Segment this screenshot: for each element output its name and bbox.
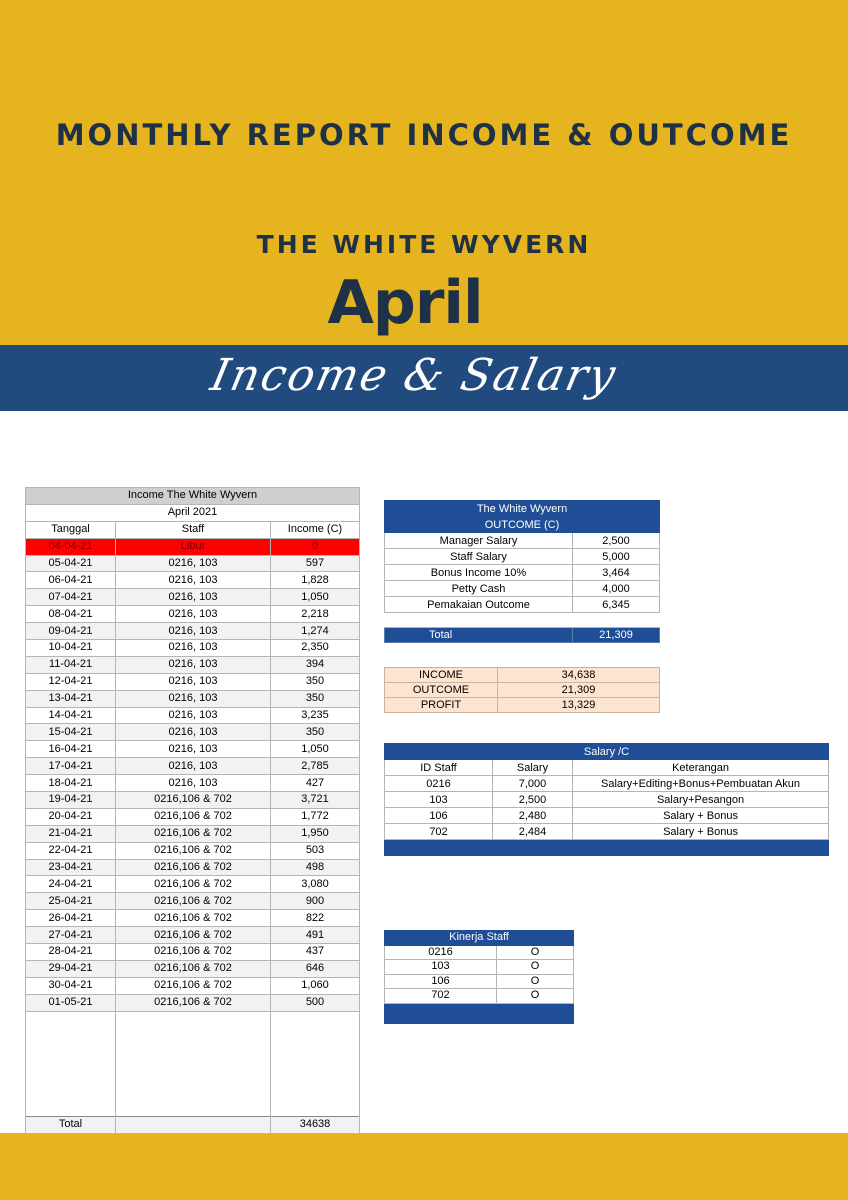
table-row (26, 960, 360, 977)
income-cell: 427 (271, 775, 360, 792)
table-row (26, 656, 360, 673)
keterangan-cell: Salary+Pesangon (573, 792, 829, 808)
total-value: 21,309 (573, 628, 660, 643)
staff-cell: 0216,106 & 702 (116, 977, 271, 994)
staff-cell: 0216,106 & 702 (116, 893, 271, 910)
outcome-label: Bonus Income 10% (385, 565, 573, 581)
blank-row (385, 613, 660, 628)
staff-id-cell: 702 (385, 989, 497, 1004)
salary-cell: 2,480 (493, 808, 573, 824)
table-row (385, 824, 829, 840)
income-cell: 3,235 (271, 707, 360, 724)
staff-id-cell: 702 (385, 824, 493, 840)
staff-cell: 0216, 103 (116, 656, 271, 673)
table-row (26, 859, 360, 876)
keterangan-cell: Salary+Editing+Bonus+Pembuatan Akun (573, 776, 829, 792)
table-row (26, 910, 360, 927)
income-table (25, 487, 360, 1134)
staff-cell: 0216,106 & 702 (116, 808, 271, 825)
date-cell: 27-04-21 (26, 927, 116, 944)
performance-mark: O (497, 989, 574, 1004)
empty-cell (116, 1116, 271, 1133)
date-cell: 11-04-21 (26, 656, 116, 673)
table-row (385, 945, 574, 960)
salary-cell: 2,500 (493, 792, 573, 808)
summary-label: OUTCOME (385, 683, 498, 698)
income-cell: 350 (271, 724, 360, 741)
empty-rows (26, 1011, 360, 1116)
income-cell: 500 (271, 994, 360, 1011)
total-row (385, 628, 660, 643)
column-header-date: Tanggal (26, 521, 116, 538)
salary-table-title: Salary /C (385, 744, 829, 760)
income-cell: 822 (271, 910, 360, 927)
table-row (26, 741, 360, 758)
income-cell: 3,080 (271, 876, 360, 893)
table-row (385, 549, 660, 565)
income-cell: 646 (271, 960, 360, 977)
outcome-value: 4,000 (573, 581, 660, 597)
summary-value: 13,329 (498, 698, 660, 713)
table-row (26, 724, 360, 741)
table-row (26, 977, 360, 994)
date-cell: 22-04-21 (26, 842, 116, 859)
staff-cell: 0216,106 & 702 (116, 910, 271, 927)
outcome-label: Pemakaian Outcome (385, 597, 573, 613)
kinerja-table-title: Kinerja Staff (385, 931, 574, 946)
total-row (26, 1116, 360, 1133)
outcome-value: 5,000 (573, 549, 660, 565)
table-row (26, 876, 360, 893)
table-row (385, 776, 829, 792)
footer-bar (385, 1003, 574, 1023)
staff-cell: 0216, 103 (116, 741, 271, 758)
date-cell: 05-04-21 (26, 555, 116, 572)
date-cell: 30-04-21 (26, 977, 116, 994)
income-cell: 1,274 (271, 623, 360, 640)
table-row (26, 673, 360, 690)
table-row (26, 589, 360, 606)
outcome-label: Petty Cash (385, 581, 573, 597)
total-value: 34638 (271, 1116, 360, 1133)
date-cell: 14-04-21 (26, 707, 116, 724)
staff-cell: 0216,106 & 702 (116, 792, 271, 809)
staff-cell: 0216, 103 (116, 606, 271, 623)
summary-table (384, 667, 660, 713)
column-header-income: Income (C) (271, 521, 360, 538)
table-row (26, 792, 360, 809)
staff-cell: 0216, 103 (116, 775, 271, 792)
salary-table (384, 743, 829, 856)
report-title: MONTHLY REPORT INCOME & OUTCOME (55, 118, 793, 152)
staff-cell: 0216,106 & 702 (116, 994, 271, 1011)
outcome-table (384, 500, 660, 643)
date-cell: 24-04-21 (26, 876, 116, 893)
date-cell: 19-04-21 (26, 792, 116, 809)
staff-id-cell: 106 (385, 808, 493, 824)
table-row (26, 893, 360, 910)
table-row (26, 707, 360, 724)
income-cell: 1,828 (271, 572, 360, 589)
staff-cell: 0216, 103 (116, 707, 271, 724)
date-cell: 29-04-21 (26, 960, 116, 977)
table-row (385, 974, 574, 989)
income-cell: 2,785 (271, 758, 360, 775)
month-title: April (327, 268, 483, 338)
table-row (26, 927, 360, 944)
table-row (26, 758, 360, 775)
total-label: Total (26, 1116, 116, 1133)
outcome-table-subtitle: OUTCOME (C) (385, 517, 660, 533)
outcome-value: 6,345 (573, 597, 660, 613)
staff-id-cell: 106 (385, 974, 497, 989)
summary-label: INCOME (385, 668, 498, 683)
outcome-table-title: The White Wyvern (385, 501, 660, 517)
date-cell: 18-04-21 (26, 775, 116, 792)
income-table-title: Income The White Wyvern (26, 488, 360, 505)
outcome-value: 2,500 (573, 533, 660, 549)
staff-cell: 0216,106 & 702 (116, 944, 271, 961)
date-cell: 04-04-21 (26, 538, 116, 555)
income-cell: 394 (271, 656, 360, 673)
income-cell: 503 (271, 842, 360, 859)
staff-cell: 0216,106 & 702 (116, 859, 271, 876)
kinerja-table (384, 930, 574, 1024)
income-cell: 491 (271, 927, 360, 944)
income-cell: 1,050 (271, 741, 360, 758)
date-cell: 26-04-21 (26, 910, 116, 927)
table-row (26, 842, 360, 859)
column-header-salary: Salary (493, 760, 573, 776)
date-cell: 13-04-21 (26, 690, 116, 707)
date-cell: 06-04-21 (26, 572, 116, 589)
staff-cell: 0216, 103 (116, 572, 271, 589)
date-cell: 25-04-21 (26, 893, 116, 910)
table-footer (385, 1003, 574, 1023)
performance-mark: O (497, 974, 574, 989)
date-cell: 17-04-21 (26, 758, 116, 775)
column-header-staff: Staff (116, 521, 271, 538)
staff-cell: 0216, 103 (116, 690, 271, 707)
income-cell: 2,350 (271, 640, 360, 657)
date-cell: 01-05-21 (26, 994, 116, 1011)
total-label: Total (385, 628, 573, 643)
empty-cell (271, 1011, 360, 1116)
salary-cell: 7,000 (493, 776, 573, 792)
outcome-value: 3,464 (573, 565, 660, 581)
column-header-id-staff: ID Staff (385, 760, 493, 776)
summary-value: 21,309 (498, 683, 660, 698)
column-header-keterangan: Keterangan (573, 760, 829, 776)
income-cell: 437 (271, 944, 360, 961)
table-row (385, 581, 660, 597)
table-row (26, 808, 360, 825)
table-row (385, 597, 660, 613)
income-cell: 2,218 (271, 606, 360, 623)
staff-cell: 0216,106 & 702 (116, 825, 271, 842)
table-row (26, 640, 360, 657)
staff-cell: 0216,106 & 702 (116, 960, 271, 977)
table-row (26, 944, 360, 961)
staff-cell: 0216, 103 (116, 673, 271, 690)
income-cell: 597 (271, 555, 360, 572)
income-cell: 900 (271, 893, 360, 910)
staff-id-cell: 0216 (385, 945, 497, 960)
date-cell: 08-04-21 (26, 606, 116, 623)
table-row (385, 808, 829, 824)
staff-cell: 0216,106 & 702 (116, 842, 271, 859)
empty-cell (573, 613, 660, 628)
staff-id-cell: 103 (385, 960, 497, 975)
date-cell: 07-04-21 (26, 589, 116, 606)
table-row (26, 623, 360, 640)
income-cell: 498 (271, 859, 360, 876)
income-cell: 3,721 (271, 792, 360, 809)
table-row (26, 538, 360, 555)
summary-value: 34,638 (498, 668, 660, 683)
staff-id-cell: 0216 (385, 776, 493, 792)
footer-bar (385, 840, 829, 856)
empty-cell (116, 1011, 271, 1116)
staff-id-cell: 103 (385, 792, 493, 808)
date-cell: 15-04-21 (26, 724, 116, 741)
keterangan-cell: Salary + Bonus (573, 808, 829, 824)
table-row (26, 775, 360, 792)
summary-row (385, 683, 660, 698)
income-cell: 350 (271, 673, 360, 690)
date-cell: 09-04-21 (26, 623, 116, 640)
staff-cell: 0216,106 & 702 (116, 876, 271, 893)
table-row (26, 994, 360, 1011)
income-cell: 1,050 (271, 589, 360, 606)
date-cell: 20-04-21 (26, 808, 116, 825)
date-cell: 12-04-21 (26, 673, 116, 690)
summary-label: PROFIT (385, 698, 498, 713)
table-row (385, 960, 574, 975)
staff-cell: 0216,106 & 702 (116, 927, 271, 944)
summary-row (385, 668, 660, 683)
table-row (26, 555, 360, 572)
income-cell: 0 (271, 538, 360, 555)
income-cell: 1,950 (271, 825, 360, 842)
staff-cell: 0216, 103 (116, 589, 271, 606)
income-cell: 1,772 (271, 808, 360, 825)
table-row (385, 989, 574, 1004)
company-title: THE WHITE WYVERN (256, 230, 592, 259)
date-cell: 23-04-21 (26, 859, 116, 876)
empty-cell (385, 613, 573, 628)
staff-cell: 0216, 103 (116, 623, 271, 640)
empty-cell (26, 1011, 116, 1116)
table-footer (385, 840, 829, 856)
table-row (26, 606, 360, 623)
footer-band (0, 1133, 848, 1200)
income-table-period: April 2021 (26, 504, 360, 521)
summary-row (385, 698, 660, 713)
staff-cell: 0216, 103 (116, 640, 271, 657)
script-title: Income & Salary (206, 350, 622, 401)
keterangan-cell: Salary + Bonus (573, 824, 829, 840)
performance-mark: O (497, 945, 574, 960)
table-row (26, 572, 360, 589)
staff-cell: Libur (116, 538, 271, 555)
income-cell: 1,060 (271, 977, 360, 994)
date-cell: 16-04-21 (26, 741, 116, 758)
staff-cell: 0216, 103 (116, 724, 271, 741)
date-cell: 10-04-21 (26, 640, 116, 657)
staff-cell: 0216, 103 (116, 555, 271, 572)
table-row (385, 565, 660, 581)
table-row (385, 792, 829, 808)
salary-cell: 2,484 (493, 824, 573, 840)
outcome-label: Manager Salary (385, 533, 573, 549)
staff-cell: 0216, 103 (116, 758, 271, 775)
table-row (26, 825, 360, 842)
table-row (385, 533, 660, 549)
income-cell: 350 (271, 690, 360, 707)
date-cell: 28-04-21 (26, 944, 116, 961)
date-cell: 21-04-21 (26, 825, 116, 842)
table-row (26, 690, 360, 707)
outcome-label: Staff Salary (385, 549, 573, 565)
performance-mark: O (497, 960, 574, 975)
